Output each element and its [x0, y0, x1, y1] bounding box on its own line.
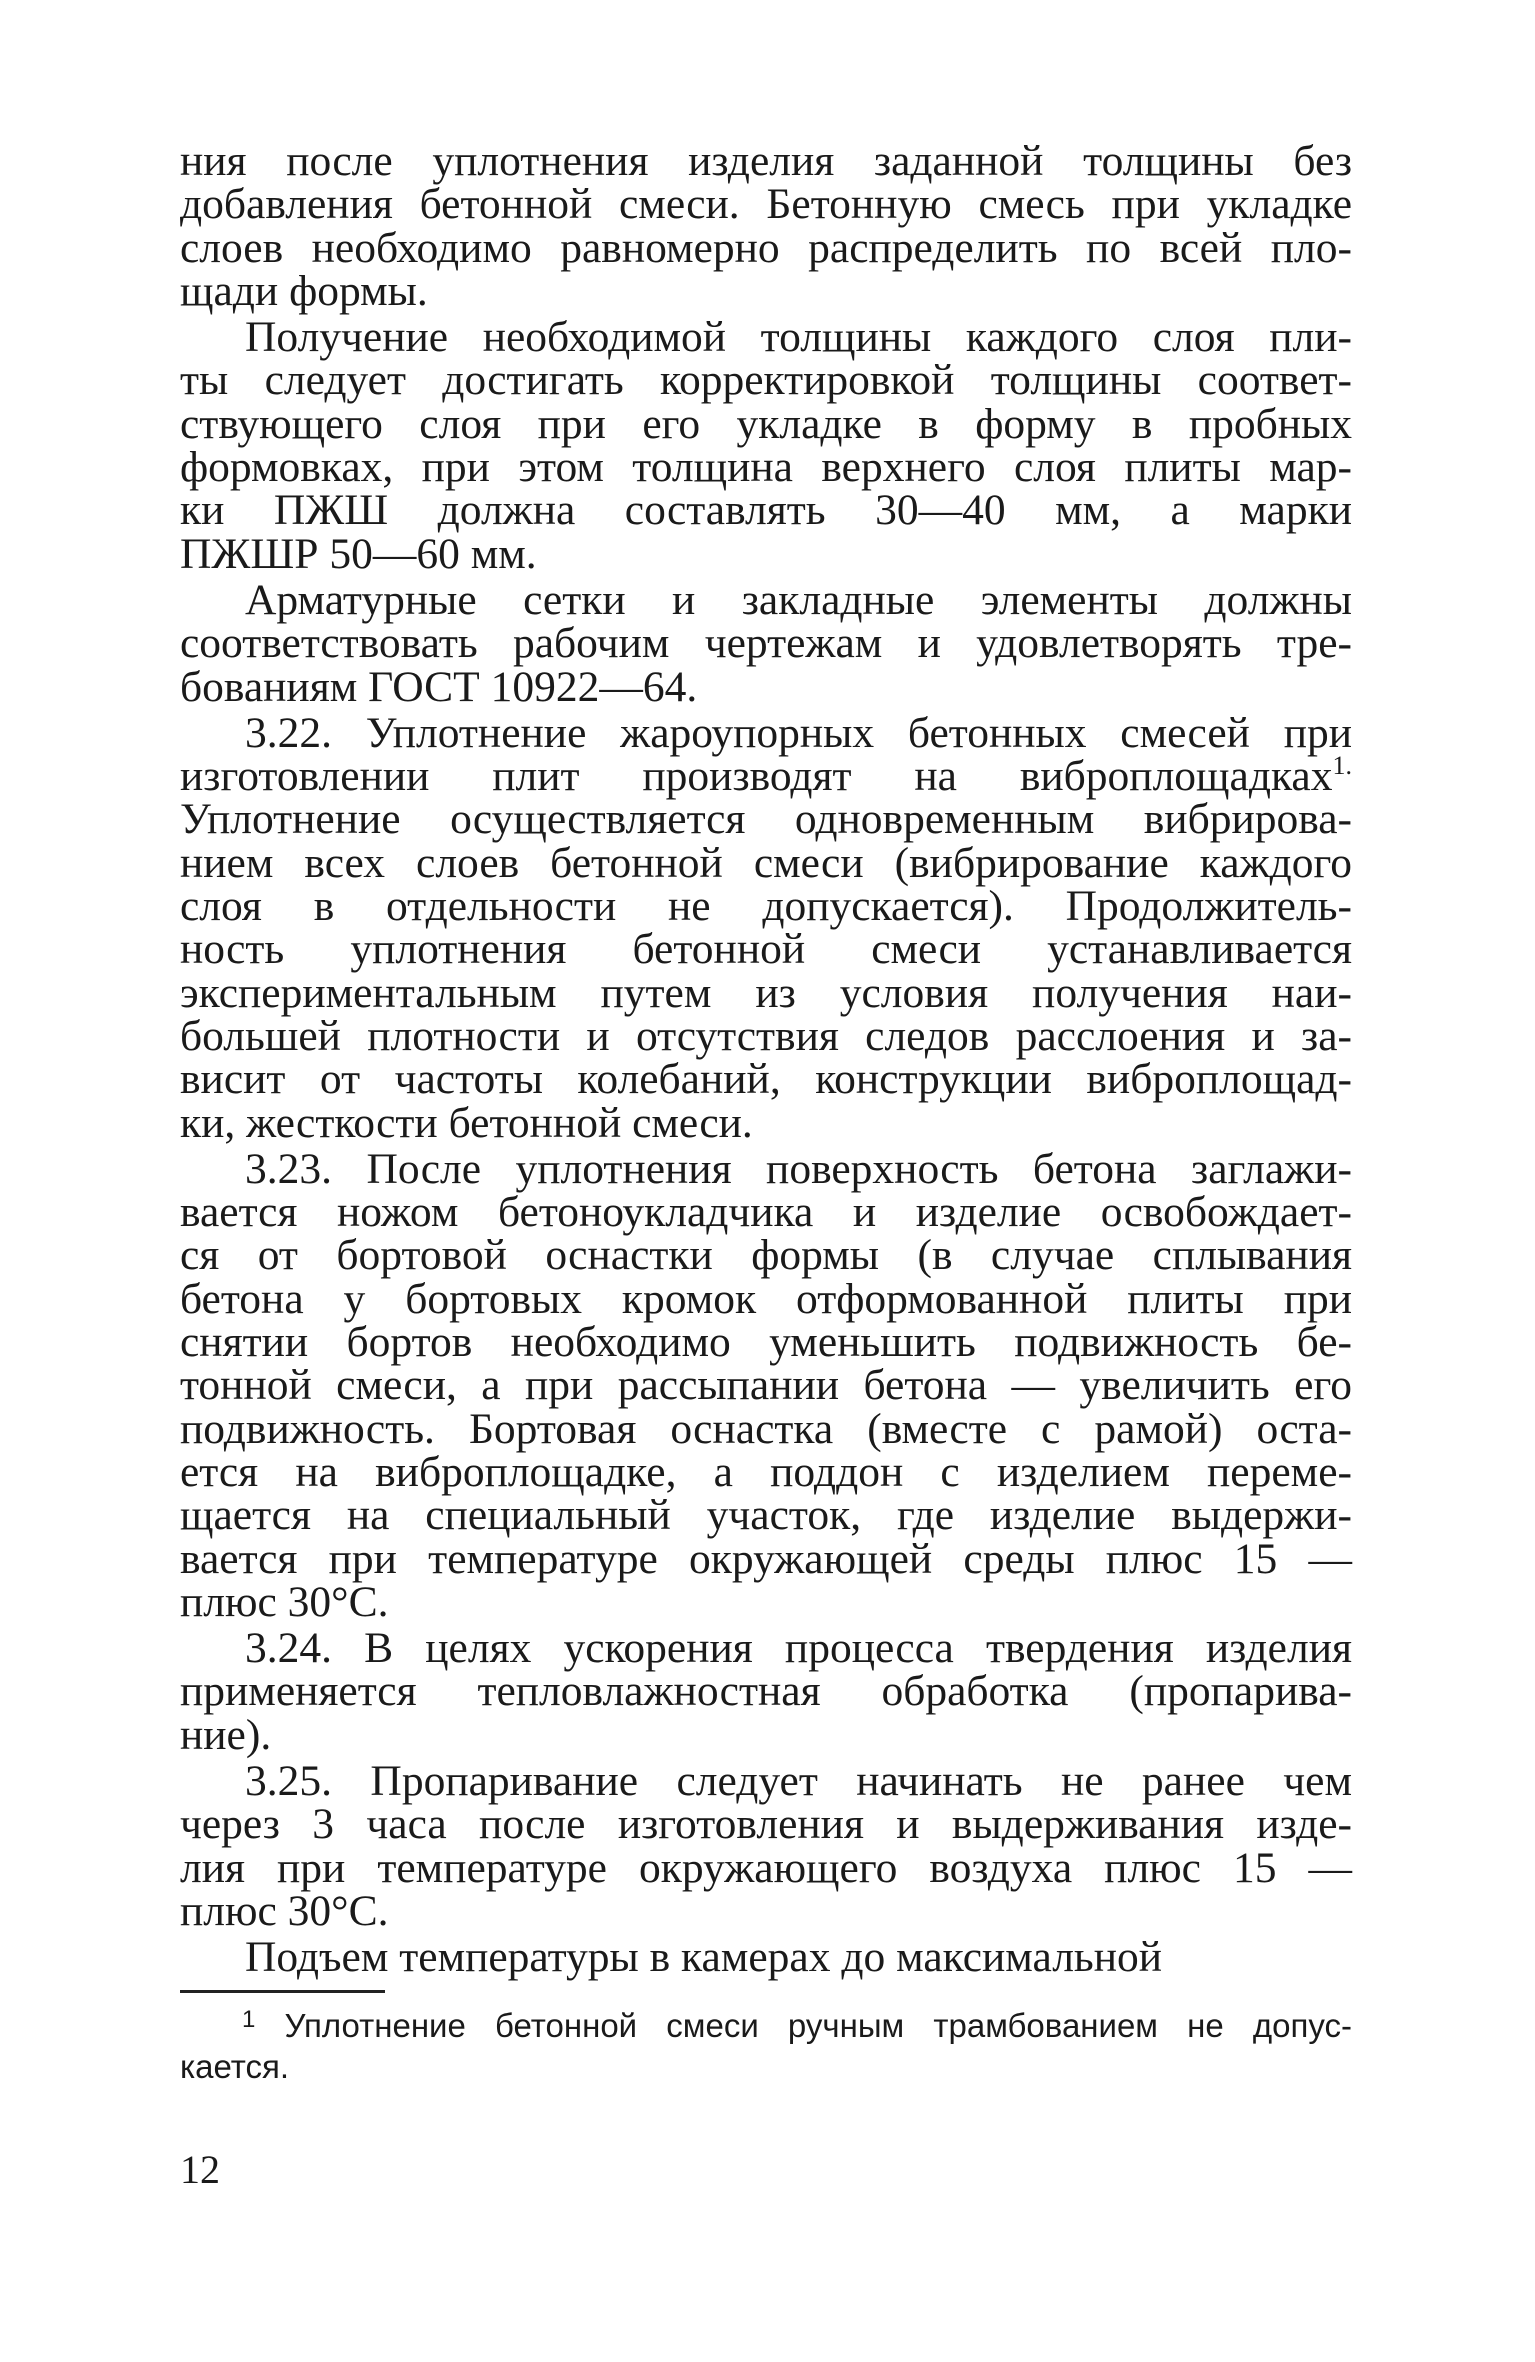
paragraph — [180, 313, 1352, 578]
footnote-line-1 — [180, 2005, 1352, 2046]
paragraph — [180, 137, 1352, 315]
text-line: бованиям ГОСТ 10922—64. — [180, 662, 698, 711]
text-line: через 3 часа после изготовления и выдерживания изде- — [180, 1800, 1352, 1849]
text-line: 3.22. Уплотнение жароупорных бетонных смесей при — [245, 708, 1352, 757]
text-line: щади формы. — [180, 266, 428, 315]
text-line: формовках, при этом толщина верхнего слоя плиты мар- — [180, 443, 1352, 492]
text-line: Получение необходимой толщины каждого слоя пли- — [245, 313, 1352, 362]
text-line: нием всех слоев бетонной смеси (вибрирование каждого — [180, 838, 1352, 887]
text-line: большей плотности и отсутствия следов расслоения и за- — [180, 1011, 1352, 1060]
text-line: ки, жесткости бетонной смеси. — [180, 1098, 753, 1147]
text-line: ния после уплотнения изделия заданной толщины без — [180, 137, 1352, 185]
text-line: слоев необходимо равномерно распределить по всей пло- — [180, 223, 1352, 272]
text-line: ПЖШР 50—60 мм. — [180, 529, 537, 578]
document-body — [180, 137, 1352, 1982]
paragraph — [180, 1756, 1352, 1935]
text-line: Арматурные сетки и закладные элементы должны — [245, 575, 1352, 624]
text-line: тонной смеси, а при рассыпании бетона — увеличить его — [180, 1361, 1352, 1410]
page-number: 12 — [180, 2147, 220, 2192]
text-line: щается на специальный участок, где изделие выдержи- — [180, 1491, 1352, 1540]
text-line: снятии бортов необходимо уменьшить подвижность бе- — [180, 1318, 1352, 1367]
text-line: плюс 30°С. — [180, 1886, 389, 1935]
text-line: вается при температуре окружающей среды плюс 15 — — [180, 1534, 1352, 1583]
footnote-line-2: кается. — [180, 2048, 290, 2085]
text-line: лия при температуре окружающего воздуха плюс 15 — — [180, 1843, 1352, 1892]
text-line: слоя в отдельности не допускается). Продолжитель- — [180, 882, 1352, 931]
paragraph — [180, 575, 1352, 711]
text-line: ние). — [180, 1710, 272, 1759]
footnote-separator — [180, 1990, 385, 1993]
footnote-text-1: Уплотнение бетонной смеси ручным трамбованием не допус- — [284, 2007, 1352, 2044]
text-line: бетона у бортовых кромок отформованной плиты при — [180, 1274, 1352, 1323]
text-line: Подъем температуры в камерах до максимальной — [245, 1933, 1163, 1982]
paragraph — [180, 1144, 1352, 1626]
text-line: плюс 30°С. — [180, 1577, 389, 1626]
footnote-marker: 1 — [242, 2006, 256, 2033]
footnote — [180, 2005, 1352, 2087]
text-line: экспериментальным путем из условия получения наи- — [180, 968, 1352, 1017]
text-line: добавления бетонной смеси. Бетонную смесь при укладке — [180, 180, 1352, 229]
text-line: ся от бортовой оснастки формы (в случае сплывания — [180, 1231, 1352, 1280]
text-line: вается ножом бетоноукладчика и изделие освобождает- — [180, 1188, 1352, 1237]
text-line: ность уплотнения бетонной смеси устанавливается — [180, 925, 1352, 974]
text-line: 3.25. Пропаривание следует начинать не ранее чем — [245, 1756, 1352, 1805]
text-line: ствующего слоя при его укладке в форму в пробных — [180, 399, 1352, 448]
text-line: 3.24. В целях ускорения процесса твердения изделия — [245, 1624, 1352, 1673]
paragraph — [180, 1933, 1352, 1982]
text-line: применяется тепловлажностная обработка (пропарива- — [180, 1667, 1352, 1716]
text-line: подвижность. Бортовая оснастка (вместе с рамой) оста- — [180, 1404, 1352, 1453]
text-line: ки ПЖШ должна составлять 30—40 мм, а марки — [180, 486, 1352, 535]
paragraph — [180, 708, 1352, 1147]
text-line: Уплотнение осуществляется одновременным вибрирова- — [180, 795, 1352, 844]
text-line: ты следует достигать корректировкой толщины соответ- — [180, 356, 1352, 405]
paragraph — [180, 1624, 1352, 1759]
footnote-reference: 1. — [1332, 751, 1352, 781]
text-line: изготовлении плит производят на виброплощадках$^{1.}$ — [180, 751, 1352, 801]
text-line: соответствовать рабочим чертежам и удовлетворять тре- — [180, 619, 1352, 668]
text-line: висит от частоты колебаний, конструкции виброплощад- — [180, 1055, 1352, 1104]
text-line: ется на виброплощадке, а поддон с изделием переме- — [180, 1447, 1352, 1496]
text-line: 3.23. После уплотнения поверхность бетона заглажи- — [245, 1144, 1352, 1193]
